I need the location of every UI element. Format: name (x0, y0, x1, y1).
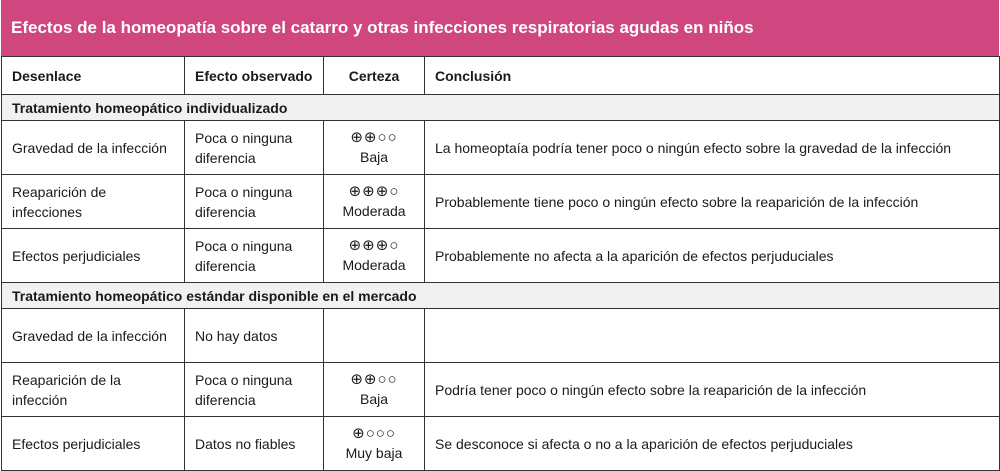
table-row (2, 229, 1000, 283)
table-title: Efectos de la homeopatía sobre el catarro y otras infecciones respiratorias agudas en niños (1, 0, 999, 56)
certainty-level: Baja (359, 148, 389, 165)
certainty-cell (324, 175, 425, 229)
column-header-conclusion: Conclusión (425, 57, 1000, 95)
effect-cell: No hay datos (185, 309, 324, 363)
effect-cell: Datos no fiables (185, 417, 324, 471)
certainty-cell (324, 229, 425, 283)
conclusion-cell: Probablemente no afecta a la aparición de efectos perjuduciales (425, 229, 1000, 283)
certainty-rating-icon: ⊕⊕○○ (350, 370, 398, 388)
section-row (2, 283, 1000, 309)
column-header-outcome: Desenlace (2, 57, 185, 95)
certainty-cell (324, 417, 425, 471)
conclusion-cell: Se desconoce si afecta o no a la aparición de efectos perjuduciales (425, 417, 1000, 471)
table-row (2, 363, 1000, 417)
table-row (2, 121, 1000, 175)
certainty-cell (324, 121, 425, 175)
table-row (2, 175, 1000, 229)
certainty-rating-icon: ⊕⊕○○ (350, 128, 398, 146)
outcome-cell: Gravedad de la infección (2, 121, 185, 175)
certainty-rating-icon: ⊕⊕⊕○ (348, 236, 400, 254)
column-header-row (2, 57, 1000, 95)
section-row (2, 95, 1000, 121)
section-label: Tratamiento homeopático individualizado (2, 95, 1000, 121)
certainty-rating-icon: ⊕○○○ (352, 424, 396, 442)
conclusion-cell (425, 309, 1000, 363)
certainty-rating-icon: ⊕⊕⊕○ (348, 182, 400, 200)
certainty-level: Baja (359, 390, 389, 407)
column-header-certainty: Certeza (324, 57, 425, 95)
section-label: Tratamiento homeopático estándar disponible en el mercado (2, 283, 1000, 309)
table-row (2, 309, 1000, 363)
conclusion-cell: Probablemente tiene poco o ningún efecto sobre la reaparición de la infección (425, 175, 1000, 229)
certainty-cell (324, 309, 425, 363)
effect-cell: Poca o ninguna diferencia (185, 363, 324, 417)
certainty-cell (324, 363, 425, 417)
column-header-effect: Efecto observado (185, 57, 324, 95)
table-row (2, 417, 1000, 471)
outcome-cell: Reaparición de infecciones (2, 175, 185, 229)
outcome-cell: Reaparición de la infección (2, 363, 185, 417)
certainty-level: Moderada (342, 202, 406, 219)
certainty-level: Moderada (342, 256, 406, 273)
effect-cell: Poca o ninguna diferencia (185, 229, 324, 283)
effect-cell: Poca o ninguna diferencia (185, 121, 324, 175)
conclusion-cell: La homeoptaía podría tener poco o ningún efecto sobre la gravedad de la infección (425, 121, 1000, 175)
effect-cell: Poca o ninguna diferencia (185, 175, 324, 229)
outcome-cell: Efectos perjudiciales (2, 229, 185, 283)
outcome-cell: Gravedad de la infección (2, 309, 185, 363)
certainty-level: Muy baja (345, 444, 403, 461)
conclusion-cell: Podría tener poco o ningún efecto sobre la reaparición de la infección (425, 363, 1000, 417)
evidence-summary (1, 0, 999, 471)
evidence-table (1, 56, 1000, 471)
outcome-cell: Efectos perjudiciales (2, 417, 185, 471)
